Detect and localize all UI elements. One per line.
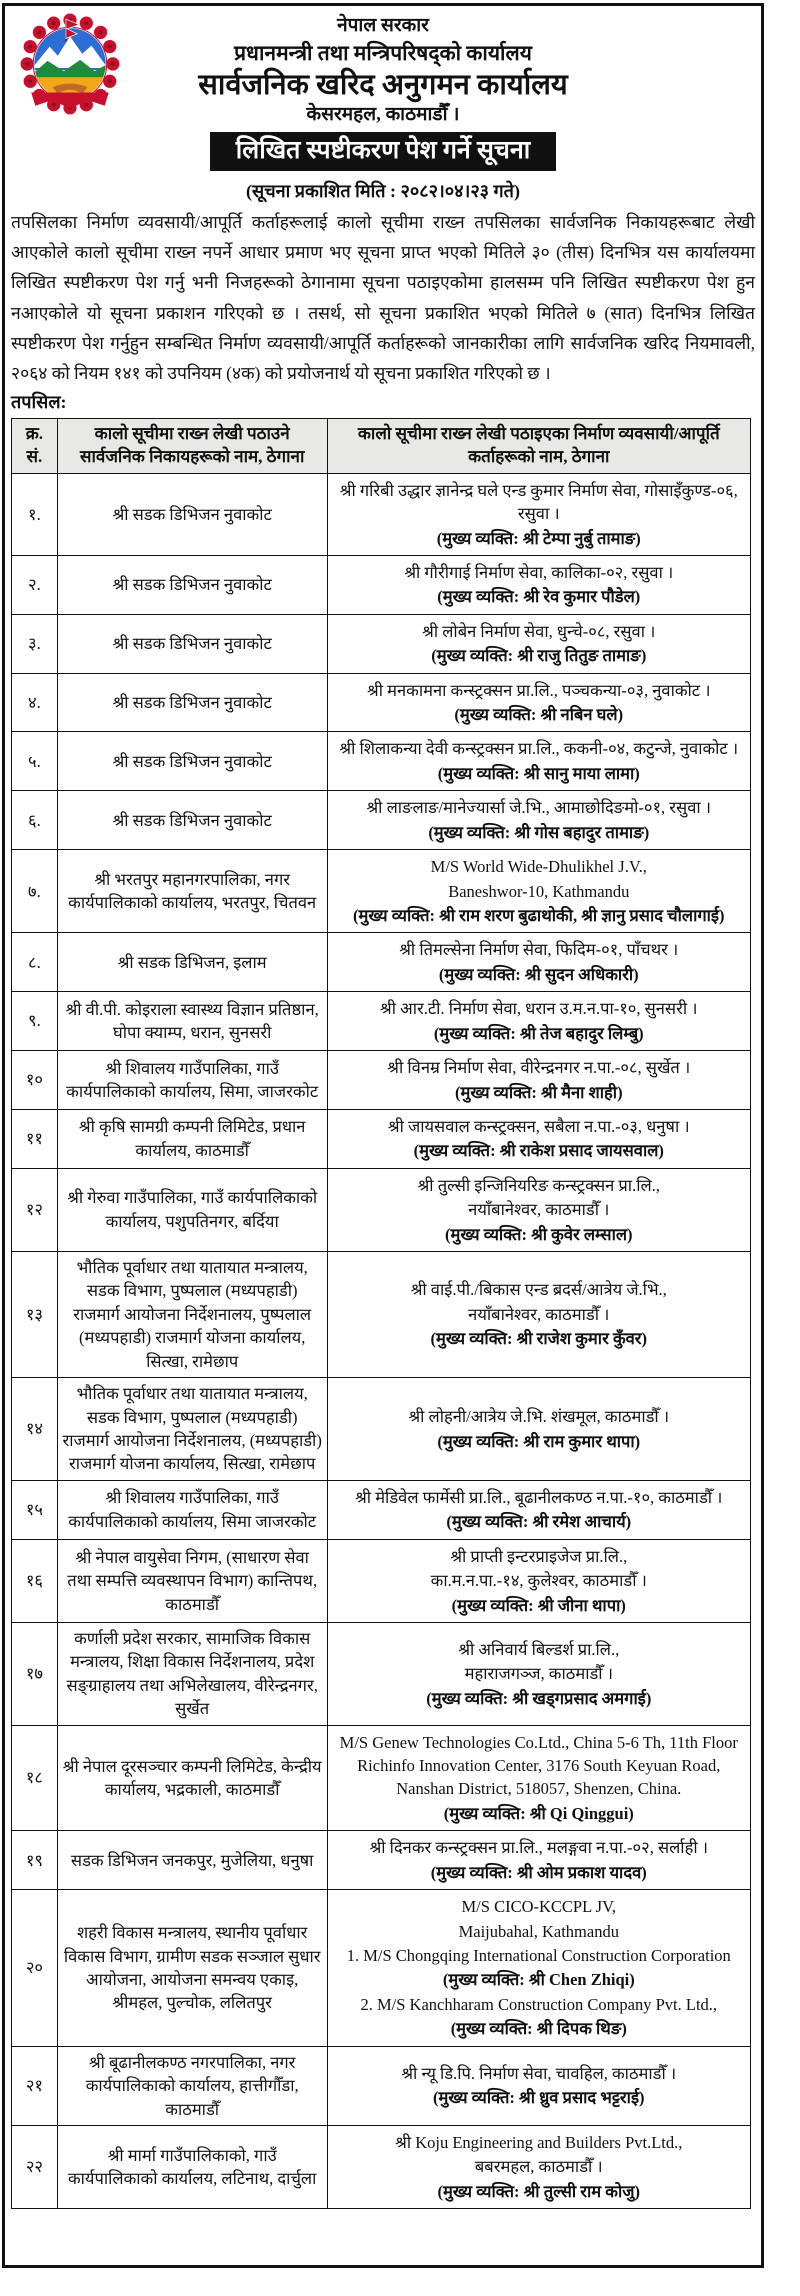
- contractor-cell: [327, 1051, 750, 1110]
- key-person-line: (मुख्य व्यक्ति: श्री राकेश प्रसाद जायसवाल): [413, 1141, 664, 1161]
- contractor-line: Baneshwor-10, Kathmandu: [448, 881, 630, 901]
- contractor-cell: [327, 850, 750, 933]
- contractor-cell: [327, 555, 750, 614]
- contractor-line: का.म.न.पा.-१४, कुलेश्वर, काठमाडौँ ।: [430, 1571, 647, 1591]
- key-person-line: (मुख्य व्यक्ति: श्री तेज बहादुर लिम्बु): [433, 1023, 644, 1043]
- public-agency-cell: श्री सडक डिभिजन, इलाम: [57, 933, 327, 992]
- table-row: [12, 1051, 751, 1110]
- serial-number-cell: ५.: [12, 732, 58, 791]
- contractor-line: बबरमहल, काठमाडौँ ।: [474, 2157, 603, 2177]
- public-agency-cell: श्री भरतपुर महानगरपालिका, नगर कार्यपालिकाको कार्यालय, भरतपुर, चितवन: [57, 850, 327, 933]
- contractor-cell: [327, 473, 750, 555]
- public-agency-cell: श्री शिवालय गाउँपालिका, गाउँ कार्यपालिकाको कार्यालय, सिमा, जाजरकोट: [57, 1051, 327, 1110]
- contractor-line: श्री प्राप्ती इन्टरप्राइजेज प्रा.लि.,: [450, 1546, 628, 1566]
- banner-wrap: [11, 132, 755, 171]
- contractor-line: श्री मनकामना कन्स्ट्रक्सन प्रा.लि., पञ्चकन्या-०३, नुवाकोट ।: [367, 680, 711, 700]
- table-row: [12, 1831, 751, 1890]
- table-row: [12, 673, 751, 732]
- contractor-cell: [327, 1378, 750, 1481]
- contractor-line: श्री शिलाकन्या देवी कन्स्ट्रक्सन प्रा.लि., ककनी-०४, कटुन्जे, नुवाकोट ।: [339, 739, 739, 759]
- serial-number-cell: ३.: [12, 614, 58, 673]
- serial-number-cell: १७: [12, 1622, 58, 1725]
- notice-page-frame: [2, 3, 764, 2268]
- contractor-line: 2. M/S Kanchharam Construction Company Pvt. Ltd.,: [360, 1994, 718, 2014]
- public-agency-cell: श्री नेपाल वायुसेवा निगम, (साधारण सेवा तथा सम्पत्ति व्यवस्थापन विभाग) कान्तिपथ, काठमाडौँ: [57, 1539, 327, 1622]
- key-person-line: (मुख्य व्यक्ति: श्री रमेश आचार्य): [446, 1512, 632, 1532]
- key-person-line: (मुख्य व्यक्ति: श्री जीना थापा): [451, 1595, 626, 1615]
- key-person-line: (मुख्य व्यक्ति: श्री राम कुमार थापा): [437, 1431, 641, 1451]
- contractor-line: श्री दिनकर कन्स्ट्रक्सन प्रा.लि., मलङ्गवा न.पा.-०२, सर्लाही ।: [369, 1838, 708, 1858]
- table-row: [12, 850, 751, 933]
- contractor-cell: [327, 992, 750, 1051]
- contractor-line: नयाँबानेश्वर, काठमाडौँ ।: [468, 1304, 610, 1324]
- key-person-line: (मुख्य व्यक्ति: श्री नबिन घले): [454, 705, 624, 725]
- public-agency-cell: श्री कृषि सामग्री कम्पनी लिमिटेड, प्रधान कार्यालय, काठमाडौँ: [57, 1109, 327, 1168]
- key-person-line: (मुख्य व्यक्ति: श्री तुल्सी राम कोजु): [437, 2181, 640, 2201]
- contractor-line: श्री वाई.पी./बिकास एन्ड ब्रदर्स/आत्रेय जे.भि.,: [410, 1280, 667, 1300]
- table-row: [12, 1378, 751, 1481]
- notice-body-paragraph: तपसिलका निर्माण व्यवसायी/आपूर्ति कर्ताहरूलाई कालो सूचीमा राख्न तपसिलका सार्वजनिक निकायहरूबाट लेखी आएकोले कालो सूचीमा राख्न नपर्ने आधार प्रमाण भए सूचना प्राप्त भएको मितिले ३० (तीस) दिनभित्र यस कार्यालयमा लिखित स्पष्टीकरण पेश गर्नु भनी निजहरूको ठेगानामा सूचना पठाइएकोमा हालसम्म पनि लिखित स्पष्टीकरण पेश हुन नआएकोले यो सूचना प्रकाशन गरिएको छ । तसर्थ, सो सूचना प्रकाशित भएको मितिले ७ (सात) दिनभित्र लिखित स्पष्टीकरण पेश गर्नुहुन सम्बन्धित निर्माण व्यवसायी/आपूर्ति कर्ताहरूको जानकारीका लागि सार्वजनिक खरिद नियमावली, २०६४ को नियम १४१ को उपनियम (४क) को प्रयोजनार्थ यो सूचना प्रकाशित गरिएको छ ।: [11, 212, 755, 383]
- public-agency-cell: शहरी विकास मन्त्रालय, स्थानीय पूर्वाधार विकास विभाग, ग्रामीण सडक सञ्जाल सुधार आयोजना, आयोजना समन्वय एकाइ, श्रीमहल, पुल्चोक, ललितपुर: [57, 1890, 327, 2047]
- org-government-line: नेपाल सरकार: [337, 15, 429, 36]
- table-row: [12, 1622, 751, 1725]
- serial-number-cell: १५: [12, 1480, 58, 1539]
- contractor-cell: [327, 1539, 750, 1622]
- serial-number-cell: १९: [12, 1831, 58, 1890]
- key-person-line: (मुख्य व्यक्ति: श्री दिपक थिङ): [450, 2019, 627, 2039]
- public-agency-cell: श्री सडक डिभिजन नुवाकोट: [57, 673, 327, 732]
- contractor-line: श्री अनिवार्य बिल्डर्श प्रा.लि.,: [458, 1639, 620, 1659]
- key-person-line: (मुख्य व्यक्ति: श्री गोस बहादुर तामाङ): [428, 822, 650, 842]
- org-ministry-line: प्रधानमन्त्री तथा मन्त्रिपरिषद्को कार्यालय: [234, 40, 532, 65]
- key-person-line: (मुख्य व्यक्ति: श्री राजेश कुमार कुँवर): [430, 1329, 648, 1349]
- public-agency-cell: श्री सडक डिभिजन नुवाकोट: [57, 614, 327, 673]
- serial-number-cell: ११: [12, 1109, 58, 1168]
- key-person-line: (मुख्य व्यक्ति: श्री ध्रुव प्रसाद भट्टराई): [432, 2088, 645, 2108]
- public-agency-cell: श्री सडक डिभिजन नुवाकोट: [57, 473, 327, 555]
- contractor-line: श्री आर.टी. निर्माण सेवा, धरान उ.म.न.पा-१०, सुनसरी ।: [380, 999, 698, 1019]
- contractor-cell: [327, 791, 750, 850]
- table-head: [12, 418, 751, 473]
- public-agency-cell: श्री सडक डिभिजन नुवाकोट: [57, 791, 327, 850]
- contractor-cell: [327, 2125, 750, 2208]
- contractor-line: M/S World Wide-Dhulikhel J.V.,: [430, 857, 647, 877]
- public-agency-cell: भौतिक पूर्वाधार तथा यातायात मन्त्रालय, सडक विभाग, पुष्पलाल (मध्यपहाडी) राजमार्ग आयोजना निर्देशनालय, पुष्पलाल (मध्यपहाडी) राजमार्ग योजना कार्यालय, सित्खा, रामेछाप: [57, 1252, 327, 1378]
- notice-table-body: [12, 473, 751, 2209]
- serial-number-cell: २१: [12, 2046, 58, 2125]
- contractor-cell: [327, 1622, 750, 1725]
- table-row: [12, 992, 751, 1051]
- table-row: [12, 555, 751, 614]
- contractor-line: श्री मेडिवेल फार्मेसी प्रा.लि., बूढानीलकण्ठ न.पा.-१०, काठमाडौँ ।: [355, 1487, 723, 1507]
- serial-number-cell: १६: [12, 1539, 58, 1622]
- serial-number-cell: १४: [12, 1378, 58, 1481]
- public-agency-cell: श्री सडक डिभिजन नुवाकोट: [57, 732, 327, 791]
- masthead: [11, 10, 755, 128]
- serial-number-cell: १२: [12, 1168, 58, 1251]
- key-person-line: (मुख्य व्यक्ति: श्री मैना शाही): [454, 1082, 623, 1102]
- key-person-line: (मुख्य व्यक्ति: श्री खड्गप्रसाद अमगाई): [426, 1688, 652, 1708]
- contractor-line: श्री तिमल्सेना निर्माण सेवा, फिदिम-०१, पाँचथर ।: [399, 940, 679, 960]
- contractor-line: श्री लोहनी/आत्रेय जे.भि. शंखमूल, काठमाडौँ ।: [408, 1407, 670, 1427]
- table-row: [12, 732, 751, 791]
- table-row: [12, 2046, 751, 2125]
- table-row: [12, 1890, 751, 2047]
- schedule-label: तपसिल:: [11, 391, 67, 412]
- contractor-cell: [327, 732, 750, 791]
- key-person-line: (मुख्य व्यक्ति: श्री Qi Qinggui): [443, 1803, 634, 1823]
- key-person-line: (मुख्य व्यक्ति: श्री टेम्पा नुर्बु तामाङ): [436, 528, 641, 548]
- table-row: [12, 1109, 751, 1168]
- contractor-cell: [327, 1480, 750, 1539]
- table-row: [12, 791, 751, 850]
- contractor-line: Maijubahal, Kathmandu: [458, 1921, 619, 1941]
- contractor-cell: [327, 933, 750, 992]
- notice-title-banner: लिखित स्पष्टीकरण पेश गर्ने सूचना: [210, 132, 556, 171]
- publish-date: (सूचना प्रकाशित मिति : २०८२।०४।२३ गते): [246, 181, 520, 202]
- key-person-line: (मुख्य व्यक्ति: श्री Chen Zhiqi): [442, 1970, 635, 1990]
- public-agency-cell: भौतिक पूर्वाधार तथा यातायात मन्त्रालय, सडक विभाग, पुष्पलाल (मध्यपहाडी) राजमार्ग आयोजना निर्देशनालय, (मध्यपहाडी) राजमार्ग योजना कार्यालय, सित्खा, रामेछाप: [57, 1378, 327, 1481]
- table-row: [12, 933, 751, 992]
- public-agency-cell: श्री मार्मा गाउँपालिकाको, गाउँ कार्यपालिकाको कार्यालय, लटिनाथ, दार्चुला: [57, 2125, 327, 2208]
- contractor-line: श्री जायसवाल कन्स्ट्रक्सन, सबैला न.पा.-०३, धनुषा ।: [387, 1116, 690, 1136]
- public-agency-cell: श्री शिवालय गाउँपालिका, गाउँ कार्यपालिकाको कार्यालय, सिमा जाजरकोट: [57, 1480, 327, 1539]
- key-person-line: (मुख्य व्यक्ति: श्री राजु तितुङ तामाङ): [431, 646, 647, 666]
- serial-number-cell: ९.: [12, 992, 58, 1051]
- serial-number-cell: ८.: [12, 933, 58, 992]
- header-public-agency: कालो सूचीमा राख्न लेखी पठाउने सार्वजनिक निकायहरूको नाम, ठेगाना: [57, 418, 327, 473]
- public-agency-cell: श्री सडक डिभिजन नुवाकोट: [57, 555, 327, 614]
- table-header-row: [12, 418, 751, 473]
- serial-number-cell: १.: [12, 473, 58, 555]
- serial-number-cell: २.: [12, 555, 58, 614]
- table-row: [12, 1725, 751, 1831]
- contractor-cell: [327, 2046, 750, 2125]
- contractor-line: श्री लोबेन निर्माण सेवा, धुन्चे-०८, रसुवा ।: [422, 621, 656, 641]
- serial-number-cell: ४.: [12, 673, 58, 732]
- contractor-line: M/S CICO-KCCPL JV,: [461, 1897, 617, 1917]
- contractor-line: श्री Koju Engineering and Builders Pvt.Ltd.,: [395, 2132, 683, 2152]
- contractor-cell: [327, 614, 750, 673]
- table-row: [12, 473, 751, 555]
- nepal-emblem-icon: [19, 12, 121, 122]
- serial-number-cell: ७.: [12, 850, 58, 933]
- table-row: [12, 614, 751, 673]
- contractor-cell: [327, 673, 750, 732]
- contractor-line: श्री तुल्सी इन्जिनियरिङ कन्स्ट्रक्सन प्रा.लि.,: [417, 1175, 660, 1195]
- key-person-line: (मुख्य व्यक्ति: श्री ओम प्रकाश यादव): [430, 1862, 647, 1882]
- contractor-line: नयाँबानेश्वर, काठमाडौँ ।: [468, 1200, 610, 1220]
- contractor-line: श्री विनम्र निर्माण सेवा, वीरेन्द्रनगर न.पा.-०८, सुर्खेत ।: [387, 1058, 691, 1078]
- table-row: [12, 1252, 751, 1378]
- table-row: [12, 1480, 751, 1539]
- key-person-line: (मुख्य व्यक्ति: श्री रेव कुमार पौडेल): [437, 587, 641, 607]
- header-serial-number: क्र. सं.: [12, 418, 58, 473]
- serial-number-cell: २२: [12, 2125, 58, 2208]
- contractor-line: श्री गरिबी उद्धार ज्ञानेन्द्र घले एन्ड कुमार निर्माण सेवा, गोसाइँकुण्ड-०६, रसुवा ।: [339, 480, 738, 524]
- contractor-cell: [327, 1252, 750, 1378]
- contractor-cell: [327, 1109, 750, 1168]
- contractor-line: श्री लाङलाङ/मानेज्यार्सा जे.भि., आमाछोदिङमो-०१, रसुवा ।: [366, 798, 712, 818]
- contractor-cell: [327, 1890, 750, 2047]
- table-row: [12, 1539, 751, 1622]
- key-person-line: (मुख्य व्यक्ति: श्री राम शरण बुढाथोकी, श्री ज्ञानु प्रसाद चौलागाई): [353, 905, 725, 925]
- serial-number-cell: ६.: [12, 791, 58, 850]
- contractor-line: श्री गौरीगाई निर्माण सेवा, कालिका-०२, रसुवा ।: [404, 562, 674, 582]
- public-agency-cell: श्री गेरुवा गाउँपालिका, गाउँ कार्यपालिकाको कार्यालय, पशुपतिनगर, बर्दिया: [57, 1168, 327, 1251]
- public-agency-cell: श्री बूढानीलकण्ठ नगरपालिका, नगर कार्यपालिकाको कार्यालय, हात्तीगौँडा, काठमाडौँ: [57, 2046, 327, 2125]
- contractor-line: श्री न्यू डि.पि. निर्माण सेवा, चावहिल, काठमाडौँ ।: [401, 2063, 677, 2083]
- key-person-line: (मुख्य व्यक्ति: श्री सुदन अधिकारी): [438, 964, 639, 984]
- serial-number-cell: १३: [12, 1252, 58, 1378]
- public-agency-cell: श्री वी.पी. कोइराला स्वास्थ्य विज्ञान प्रतिष्ठान, घोपा क्याम्प, धरान, सुनसरी: [57, 992, 327, 1051]
- public-agency-cell: कर्णाली प्रदेश सरकार, सामाजिक विकास मन्त्रालय, शिक्षा विकास निर्देशनालय, प्रदेश सङ्ग्राहालय तथा अभिलेखालय, वीरेन्द्रनगर, सुर्खेत: [57, 1622, 327, 1725]
- contractor-cell: [327, 1725, 750, 1831]
- contractor-cell: [327, 1831, 750, 1890]
- contractor-line: महाराजगञ्ज, काठमाडौँ ।: [464, 1664, 613, 1684]
- header-contractor: कालो सूचीमा राख्न लेखी पठाइएका निर्माण व्यवसायी/आपूर्ति कर्ताहरूको नाम, ठेगाना: [327, 418, 750, 473]
- key-person-line: (मुख्य व्यक्ति: श्री कुवेर लम्साल): [445, 1224, 633, 1244]
- serial-number-cell: १०: [12, 1051, 58, 1110]
- contractor-cell: [327, 1168, 750, 1251]
- blacklist-notice-table: [11, 418, 751, 2209]
- contractor-line: M/S Genew Technologies Co.Ltd., China 5-6 Th, 11th Floor Richinfo Innovation Center, 3176 South Keyuan Road, Nanshan District, 518057, Shenzen, China.: [339, 1732, 738, 1799]
- key-person-line: (मुख्य व्यक्ति: श्री सानु माया लामा): [437, 763, 640, 783]
- public-agency-cell: श्री नेपाल दूरसञ्चार कम्पनी लिमिटेड, केन्द्रीय कार्यालय, भद्रकाली, काठमाडौँ: [57, 1725, 327, 1831]
- serial-number-cell: १८: [12, 1725, 58, 1831]
- public-agency-cell: सडक डिभिजन जनकपुर, मुजेलिया, धनुषा: [57, 1831, 327, 1890]
- org-address-line: केसरमहल, काठमाडौँ ।: [306, 104, 460, 126]
- org-office-line: सार्वजनिक खरिद अनुगमन कार्यालय: [198, 69, 568, 102]
- table-row: [12, 1168, 751, 1251]
- table-row: [12, 2125, 751, 2208]
- serial-number-cell: २०: [12, 1890, 58, 2047]
- contractor-line: 1. M/S Chongqing International Construction Corporation: [346, 1946, 731, 1966]
